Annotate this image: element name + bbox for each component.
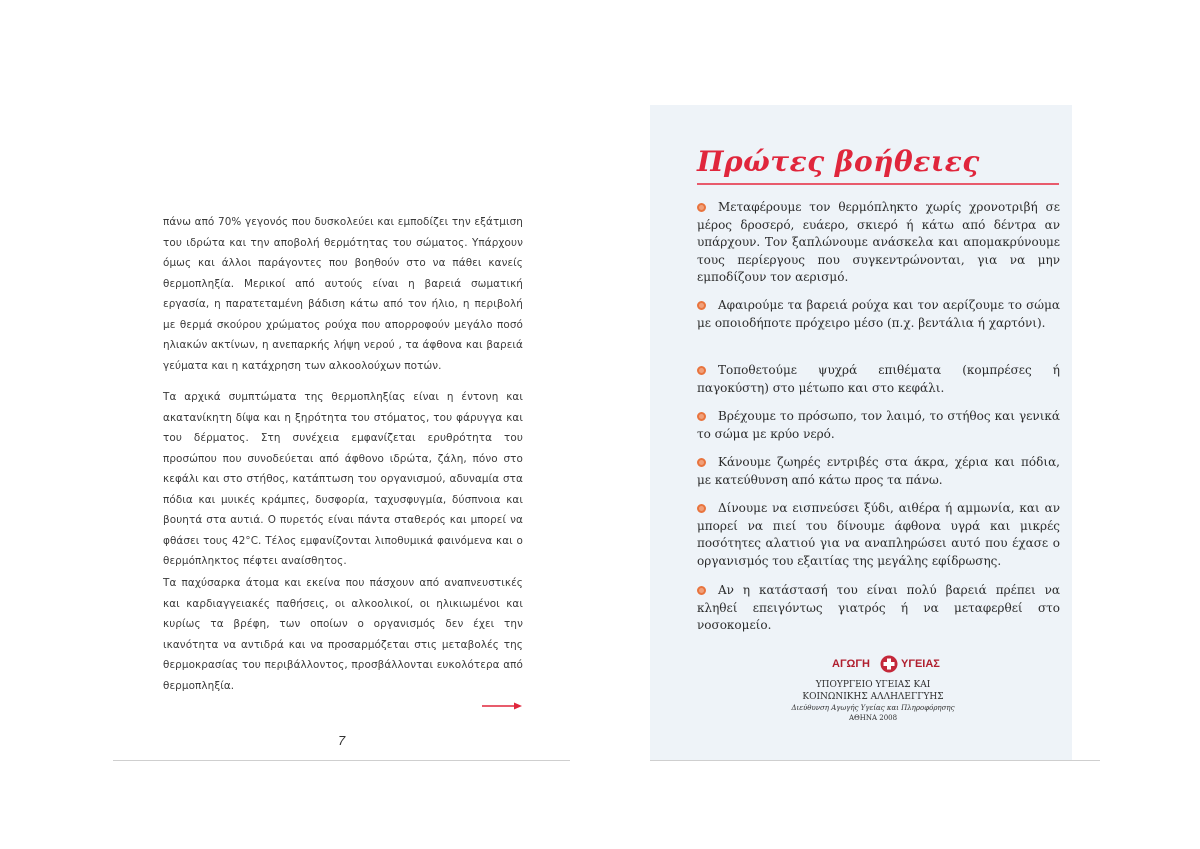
bullet-icon — [697, 203, 706, 212]
bullet-icon — [697, 412, 706, 421]
logo-text-left: ΑΓΩΓΗ — [832, 658, 870, 670]
bullet-icon — [697, 586, 706, 595]
bullet-icon — [697, 458, 706, 467]
bullet-icon — [697, 366, 706, 375]
ministry-line-2: ΚΟΙΝΩΝΙΚΗΣ ΑΛΛΗΛΕΓΓΥΗΣ — [802, 692, 944, 702]
first-aid-tip — [697, 500, 1060, 570]
bullet-icon — [697, 504, 706, 513]
first-aid-tip — [697, 408, 1060, 443]
tip-text: Κάνουμε ζωηρές εντριβές στα άκρα, χέρια και πόδια, με κατεύθυνση από κάτω προς τα πάνω. — [697, 455, 1060, 487]
first-aid-tip — [697, 362, 1060, 397]
section-heading: Πρώτες βοήθειες — [697, 145, 980, 178]
ministry-line-1: ΥΠΟΥΡΓΕΙΟ ΥΓΕΙΑΣ ΚΑΙ — [815, 680, 931, 690]
tip-text: Αφαιρούμε τα βαρειά ρούχα και τον αερίζουμε το σώμα με οποιοδήποτε πρόχειρο μέσο (π.χ. βεντάλια ή χαρτόνι). — [697, 298, 1060, 330]
place-year-line: ΑΘΗΝΑ 2008 — [848, 714, 898, 722]
tip-text: Τοποθετούμε ψυχρά επιθέματα (κομπρέσες ή παγοκύστη) στο μέτωπο και στο κεφάλι. — [697, 363, 1060, 395]
body-paragraph-3: Τα παχύσαρκα άτομα και εκείνα που πάσχουν από αναπνευστικές και καρδιαγγειακές παθήσεις, οι αλκοολικοί, οι ηλικιωμένοι και κυρίως τα βρέφη, των οποίων ο οργανισμός δεν έχει την ικανότητα να αντιδρά και να προσαρμόζεται στις μεταβολές της θερμοκρασίας του περιβάλλοντος, προσβάλλονται ευκολότερα από θερμοπληξία. — [163, 577, 523, 692]
right-page — [600, 0, 1200, 849]
health-education-logo — [832, 655, 952, 675]
tip-text: Βρέχουμε το πρόσωπο, τον λαιμό, το στήθος και γενικά το σώμα με κρύο νερό. — [697, 409, 1060, 441]
first-aid-tip — [697, 199, 1060, 287]
first-aid-tip — [697, 297, 1060, 332]
tip-text: Αν η κατάστασή του είναι πολύ βαρειά πρέπει να κληθεί επειγόντως γιατρός ή να μεταφερθεί στο νοσοκομείο. — [697, 583, 1060, 632]
page-divider — [113, 760, 570, 761]
health-cross-icon — [880, 655, 898, 673]
bullet-icon — [697, 301, 706, 310]
directorate-line: Διεύθυνση Αγωγής Υγείας και Πληροφόρησης — [791, 704, 955, 712]
page-divider — [650, 760, 1100, 761]
logo-text-right: ΥΓΕΙΑΣ — [901, 658, 940, 670]
tip-text: Δίνουμε να εισπνεύσει ξύδι, αιθέρα ή αμμωνία, και αν μπορεί να πιεί του δίνουμε άφθονα υγρά και μικρές ποσότητες αλατιού για να αναπληρώσει αυτό που έχασε ο οργανισμός του εξαιτίας της μεγάλης εφίδρωσης. — [697, 501, 1060, 568]
heading-underline — [697, 183, 1059, 185]
first-aid-tip — [697, 454, 1060, 489]
tip-text: Μεταφέρουμε τον θερμόπληκτο χωρίς χρονοτριβή σε μέρος δροσερό, ευάερο, σκιερό ή κάτω από δέντρα αν υπάρχουν. Τον ξαπλώνουμε ανάσκελα και απομακρύνουμε τους περίεργους που συγκεντρώνονται, για να μην εμποδίζουν τον αερισμό. — [697, 200, 1060, 284]
body-paragraph-1: πάνω από 70% γεγονός που δυσκολεύει και εμποδίζει την εξάτμιση του ιδρώτα και την αποβολή θερμότητας του σώματος. Υπάρχουν όμως και άλλοι παράγοντες που βοηθούν στο να πάθει κανείς θερμοπληξία. Μερικοί από αυτούς είναι η βαρειά σωματική εργασία, η παρατεταμένη βάδιση κάτω από τον ήλιο, η περιβολή με θερμά σκούρου χρώματος ρούχα που απορροφούν μεγάλο ποσό ηλιακών ακτίνων, η ανεπαρκής λήψη νερού , τα άφθονα και βαρειά γεύματα και η κατάχρηση των αλκοολούχων ποτών. — [163, 216, 523, 372]
body-paragraph-2: Τα αρχικά συμπτώματα της θερμοπληξίας είναι η έντονη και ακατανίκητη δίψα και η ξηρότητα του στόματος, του φάρυγγα και του δέρματος. Στη συνέχεια εμφανίζεται ερυθρότητα του προσώπου που συνοδεύεται από άφθονο ιδρώτα, ζάλη, πόνο στο κεφάλι και στο στήθος, κατάπτωση του οργανισμού, αδυναμία στα πόδια και μυικές κράμπες, δυσφορία, ταχυσφυγμία, δύσπνοια και βουητά στα αυτιά. Ο πυρετός είναι πάντα σταθερός και μπορεί να φθάσει τους 42°C. Τέλος εμφανίζονται λιποθυμικά φαινόμενα και ο θερμόπληκτος πέφτει αναίσθητος. — [163, 391, 523, 567]
right-arrow-icon[interactable] — [482, 701, 522, 711]
first-aid-tip — [697, 582, 1060, 635]
page-number: 7 — [338, 733, 346, 748]
